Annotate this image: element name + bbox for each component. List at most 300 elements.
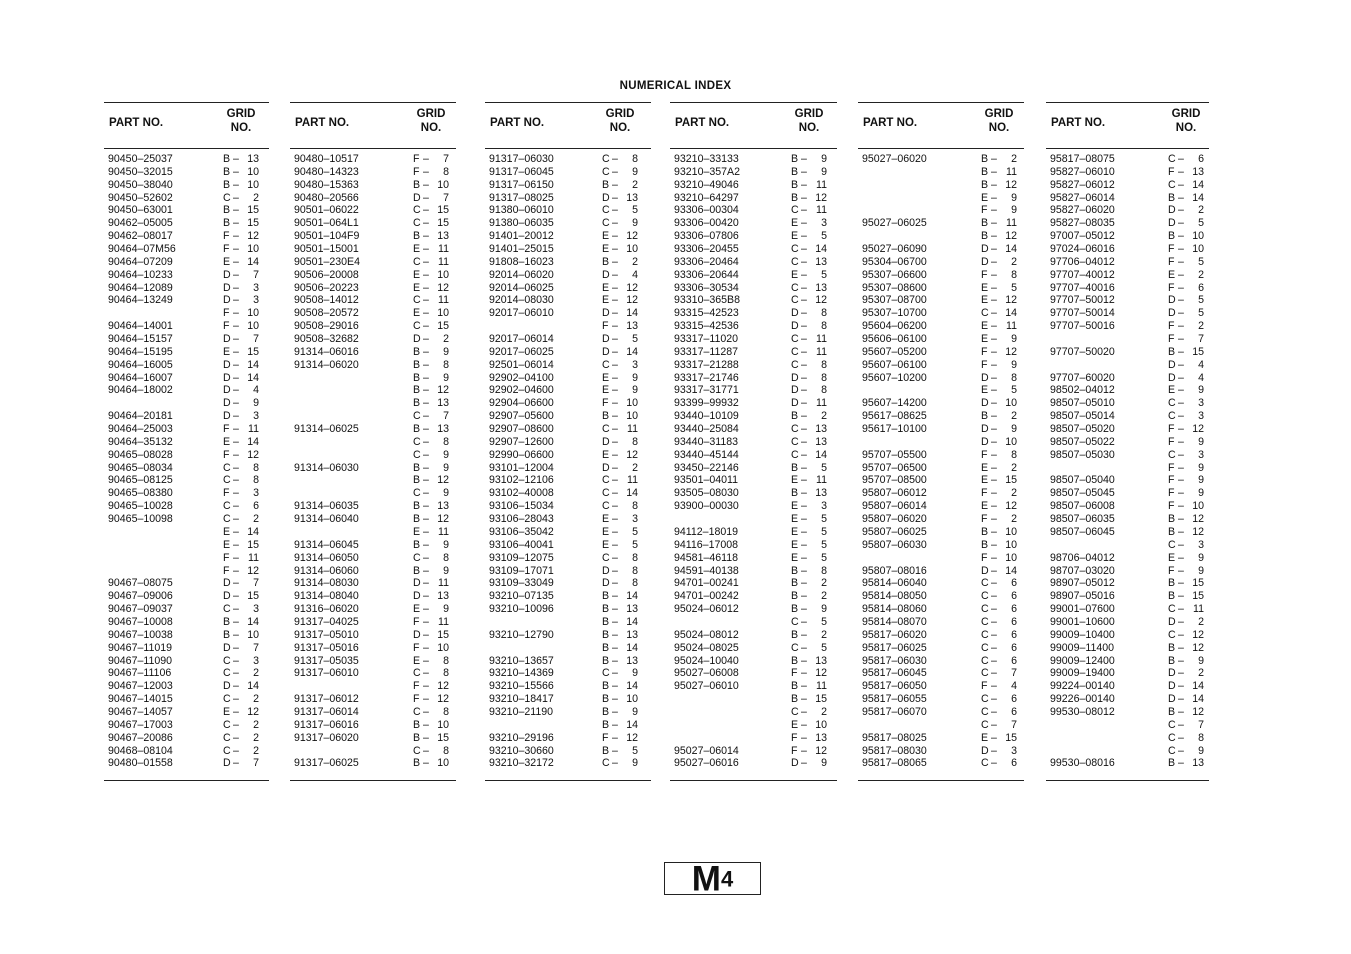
part-number: 91317–06016	[294, 718, 359, 731]
grid-letter: D	[1168, 358, 1176, 371]
grid-letter: F	[1168, 165, 1175, 178]
index-row	[290, 500, 456, 513]
grid-separator: –	[612, 307, 618, 320]
part-number: 95027–06020	[862, 153, 927, 165]
grid-number: 9	[1198, 654, 1204, 667]
grid-number: 11	[816, 680, 827, 693]
part-number: 95817–08030	[862, 744, 927, 757]
grid-number: 6	[1198, 153, 1204, 165]
grid-separator: –	[233, 718, 239, 731]
grid-separator: –	[423, 448, 429, 461]
grid-number: 10	[1005, 525, 1017, 538]
index-row	[670, 590, 837, 603]
grid-number: 13	[1192, 757, 1204, 770]
grid-letter: C	[1168, 410, 1176, 423]
grid-number: 9	[1198, 551, 1204, 564]
column-rows	[1046, 149, 1209, 781]
grid-separator: –	[1178, 178, 1184, 191]
grid-separator: –	[423, 705, 429, 718]
grid-letter: C	[602, 667, 610, 680]
part-number: 95817–06045	[862, 667, 927, 680]
grid-separator: –	[801, 281, 807, 294]
part-number: 91317–06030	[489, 153, 554, 165]
grid-separator: –	[1178, 255, 1184, 268]
index-row	[1046, 513, 1209, 526]
grid-number: 9	[632, 217, 638, 230]
grid-separator: –	[612, 667, 618, 680]
index-row	[1046, 372, 1209, 385]
grid-number: 15	[437, 628, 449, 641]
column-header	[485, 102, 651, 149]
part-number: 92902–04100	[489, 371, 554, 384]
grid-header-line2: NO.	[230, 122, 252, 134]
grid-number: 10	[626, 693, 638, 706]
grid-separator: –	[612, 641, 618, 654]
part-number: 95817–06055	[862, 693, 927, 706]
part-number: 90467–14057	[108, 705, 173, 718]
grid-separator: –	[1178, 718, 1184, 731]
grid-letter: F	[223, 564, 230, 577]
grid-letter: D	[602, 564, 610, 577]
grid-separator: –	[801, 448, 807, 461]
grid-letter: C	[791, 423, 799, 436]
part-number: 90480–20566	[294, 191, 359, 204]
grid-separator: –	[991, 204, 997, 217]
grid-letter: E	[791, 217, 799, 230]
grid-letter: F	[223, 307, 230, 320]
index-row	[290, 603, 456, 616]
index-row	[858, 706, 1024, 719]
grid-separator: –	[233, 551, 239, 564]
index-row	[290, 307, 456, 320]
grid-number: 10	[1192, 243, 1204, 256]
index-row	[1046, 243, 1209, 256]
part-number: 93210–10096	[489, 603, 554, 616]
part-number: 91316–06020	[294, 603, 359, 616]
part-number: 93317–11020	[674, 333, 739, 346]
grid-letter: D	[602, 435, 610, 448]
grid-letter: B	[981, 178, 989, 191]
grid-letter: B	[413, 423, 421, 436]
grid-separator: –	[612, 281, 618, 294]
grid-letter: C	[791, 615, 799, 628]
grid-number: 5	[632, 525, 638, 538]
grid-separator: –	[233, 320, 239, 333]
grid-letter: E	[1168, 384, 1176, 397]
grid-separator: –	[801, 705, 807, 718]
grid-separator: –	[801, 628, 807, 641]
grid-letter: D	[223, 590, 231, 603]
grid-letter: F	[223, 320, 230, 333]
index-row	[104, 423, 269, 436]
grid-separator: –	[612, 603, 618, 616]
grid-letter: D	[791, 371, 799, 384]
grid-letter: F	[413, 153, 420, 165]
grid-letter: D	[223, 333, 231, 346]
part-number: 93306–30534	[674, 281, 739, 294]
grid-number: 10	[626, 397, 638, 410]
section-letter: M	[691, 859, 721, 899]
grid-separator: –	[233, 538, 239, 551]
grid-number: 14	[626, 590, 638, 603]
part-number: 90501–15001	[294, 243, 359, 256]
grid-number: 7	[1011, 667, 1017, 680]
index-row	[104, 192, 269, 205]
index-row	[1046, 629, 1209, 642]
grid-separator: –	[1178, 371, 1184, 384]
index-row	[485, 719, 651, 732]
grid-letter: D	[981, 564, 989, 577]
grid-letter: C	[413, 487, 421, 500]
grid-separator: –	[1178, 165, 1184, 178]
grid-number: 11	[438, 294, 449, 307]
index-row	[290, 642, 456, 655]
part-number: 95827–06012	[1050, 178, 1115, 191]
grid-letter: F	[791, 667, 798, 680]
grid-separator: –	[801, 667, 807, 680]
grid-separator: –	[1178, 744, 1184, 757]
part-number: 95027–06090	[862, 243, 927, 256]
index-row	[670, 616, 837, 629]
index-row	[485, 732, 651, 745]
grid-number: 2	[821, 577, 827, 590]
index-row	[104, 230, 269, 243]
part-number: 95814–06040	[862, 577, 927, 590]
index-row	[1046, 577, 1209, 590]
grid-number: 10	[437, 757, 449, 770]
part-number: 95607–14200	[862, 397, 927, 410]
grid-separator: –	[801, 320, 807, 333]
grid-number: 10	[1005, 551, 1017, 564]
part-number: 93306–20644	[674, 268, 739, 281]
grid-number: 5	[1198, 307, 1204, 320]
grid-number: 15	[247, 345, 259, 358]
grid-number: 11	[816, 204, 827, 217]
index-row	[1046, 706, 1209, 719]
index-column-3	[485, 102, 651, 781]
index-row	[290, 269, 456, 282]
grid-letter: D	[602, 333, 610, 346]
grid-number: 11	[438, 577, 449, 590]
grid-separator: –	[423, 680, 429, 693]
index-row	[670, 192, 837, 205]
index-row	[670, 269, 837, 282]
grid-number: 2	[253, 513, 259, 526]
grid-letter: E	[1168, 268, 1176, 281]
grid-number: 14	[1005, 243, 1017, 256]
grid-separator: –	[612, 513, 618, 526]
grid-number: 14	[626, 345, 638, 358]
grid-separator: –	[612, 654, 618, 667]
grid-letter: F	[1168, 474, 1175, 487]
grid-separator: –	[991, 705, 997, 718]
grid-letter: F	[413, 641, 420, 654]
index-row	[485, 423, 651, 436]
index-row	[485, 603, 651, 616]
index-row	[290, 359, 456, 372]
index-row	[1046, 719, 1209, 732]
grid-number: 12	[815, 667, 827, 680]
part-number: 91317–05035	[294, 654, 359, 667]
grid-separator: –	[423, 320, 429, 333]
grid-letter: D	[223, 294, 231, 307]
index-row	[1046, 423, 1209, 436]
grid-number: 9	[443, 487, 449, 500]
index-row	[858, 192, 1024, 205]
grid-number: 8	[632, 153, 638, 165]
part-number: 94581–46118	[674, 551, 739, 564]
grid-number: 4	[632, 268, 638, 281]
grid-header-line1: GRID	[984, 108, 1014, 120]
index-row	[670, 655, 837, 668]
grid-letter: C	[602, 423, 610, 436]
grid-letter: E	[791, 525, 799, 538]
grid-separator: –	[1178, 603, 1184, 616]
grid-letter: E	[602, 281, 610, 294]
grid-separator: –	[612, 230, 618, 243]
grid-number: 3	[632, 513, 638, 526]
grid-separator: –	[1178, 513, 1184, 526]
grid-number: 12	[1192, 513, 1204, 526]
part-number: 90467–17003	[108, 718, 173, 731]
grid-letter: E	[981, 461, 989, 474]
part-no-header: PART NO.	[863, 117, 918, 129]
grid-letter: F	[981, 358, 988, 371]
part-number: 91380–06035	[489, 217, 554, 230]
grid-separator: –	[801, 165, 807, 178]
grid-number: 5	[1011, 384, 1017, 397]
part-number: 92902–04600	[489, 384, 554, 397]
column-rows	[670, 149, 837, 781]
index-row	[485, 539, 651, 552]
grid-number: 9	[632, 371, 638, 384]
index-row	[104, 642, 269, 655]
part-number: 95817–06050	[862, 680, 927, 693]
grid-separator: –	[233, 693, 239, 706]
part-number: 93210–13657	[489, 654, 554, 667]
part-number: 92014–06025	[489, 281, 554, 294]
grid-separator: –	[612, 500, 618, 513]
grid-letter: E	[981, 281, 989, 294]
index-row	[104, 693, 269, 706]
part-number: 95617–10100	[862, 423, 927, 436]
grid-number: 10	[437, 641, 449, 654]
part-number: 95024–10040	[674, 654, 739, 667]
grid-separator: –	[423, 435, 429, 448]
grid-letter: B	[1168, 641, 1176, 654]
part-number: 95827–06010	[1050, 165, 1115, 178]
index-row	[670, 693, 837, 706]
grid-letter: E	[223, 525, 231, 538]
part-number: 95817–06020	[862, 628, 927, 641]
grid-letter: B	[791, 487, 799, 500]
grid-separator: –	[801, 474, 807, 487]
grid-number: 3	[1011, 744, 1017, 757]
grid-number: 13	[815, 731, 827, 744]
index-row	[670, 256, 837, 269]
part-number: 95707–06500	[862, 461, 927, 474]
part-number: 99530–08012	[1050, 705, 1115, 718]
part-number: 94112–18019	[674, 525, 739, 538]
part-number: 95027–06025	[862, 217, 927, 230]
grid-separator: –	[1178, 204, 1184, 217]
grid-separator: –	[423, 217, 429, 230]
grid-letter: B	[1168, 577, 1176, 590]
grid-separator: –	[1178, 667, 1184, 680]
grid-number: 7	[1011, 718, 1017, 731]
grid-number: 3	[253, 281, 259, 294]
grid-number: 2	[821, 410, 827, 423]
grid-letter: B	[981, 217, 989, 230]
grid-separator: –	[233, 667, 239, 680]
grid-number: 2	[821, 590, 827, 603]
grid-letter: C	[1168, 538, 1176, 551]
index-row	[290, 230, 456, 243]
grid-number: 5	[632, 538, 638, 551]
grid-header-line2: NO.	[420, 122, 442, 134]
index-row	[104, 449, 269, 462]
grid-number: 12	[437, 693, 449, 706]
grid-separator: –	[233, 230, 239, 243]
grid-number: 3	[1198, 397, 1204, 410]
grid-separator: –	[801, 191, 807, 204]
grid-letter: B	[981, 165, 989, 178]
grid-number: 13	[815, 435, 827, 448]
grid-letter: B	[223, 165, 231, 178]
grid-letter: C	[791, 243, 799, 256]
grid-number: 6	[1011, 693, 1017, 706]
grid-number: 12	[626, 731, 638, 744]
grid-letter: B	[791, 680, 799, 693]
grid-letter: C	[791, 358, 799, 371]
grid-letter: F	[602, 320, 609, 333]
grid-separator: –	[423, 461, 429, 474]
part-number: 90464–25003	[108, 423, 173, 436]
grid-number: 2	[821, 705, 827, 718]
column-header	[1046, 102, 1209, 149]
index-row	[858, 462, 1024, 475]
grid-letter: D	[1168, 667, 1176, 680]
grid-letter: E	[791, 551, 799, 564]
grid-number: 14	[247, 255, 259, 268]
index-row	[670, 732, 837, 745]
grid-letter: B	[223, 217, 231, 230]
part-number: 90450–25037	[108, 153, 173, 165]
index-row	[290, 474, 456, 487]
index-row	[290, 372, 456, 385]
part-number: 90462–08017	[108, 230, 173, 243]
grid-number: 5	[821, 268, 827, 281]
index-row	[485, 217, 651, 230]
grid-separator: –	[1178, 397, 1184, 410]
grid-letter: C	[981, 628, 989, 641]
grid-number: 3	[821, 217, 827, 230]
grid-separator: –	[991, 333, 997, 346]
grid-number: 10	[247, 628, 259, 641]
grid-letter: F	[223, 230, 230, 243]
grid-separator: –	[233, 294, 239, 307]
index-row	[485, 629, 651, 642]
grid-number: 9	[443, 564, 449, 577]
grid-separator: –	[612, 345, 618, 358]
grid-letter: E	[602, 371, 610, 384]
grid-number: 14	[1005, 307, 1017, 320]
grid-number: 9	[443, 371, 449, 384]
grid-letter: B	[413, 731, 421, 744]
grid-letter: D	[1168, 680, 1176, 693]
grid-separator: –	[991, 410, 997, 423]
part-number: 95807–06030	[862, 538, 927, 551]
part-number: 91314–08040	[294, 590, 359, 603]
index-row	[104, 757, 269, 770]
index-row	[858, 667, 1024, 680]
grid-number: 10	[437, 268, 449, 281]
grid-letter: D	[1168, 217, 1176, 230]
index-row	[104, 577, 269, 590]
part-number: 98507–05040	[1050, 474, 1115, 487]
grid-letter: B	[413, 230, 421, 243]
grid-separator: –	[612, 577, 618, 590]
grid-separator: –	[423, 474, 429, 487]
grid-separator: –	[612, 320, 618, 333]
index-row	[290, 757, 456, 770]
index-row	[858, 693, 1024, 706]
part-number: 95807–08016	[862, 564, 927, 577]
index-row	[290, 423, 456, 436]
part-number: 95027–06016	[674, 757, 739, 770]
grid-separator: –	[233, 603, 239, 616]
grid-number: 12	[437, 281, 449, 294]
index-row	[670, 410, 837, 423]
grid-separator: –	[233, 191, 239, 204]
grid-letter: D	[223, 358, 231, 371]
grid-number: 10	[247, 165, 259, 178]
index-row	[858, 320, 1024, 333]
part-number: 90467–12003	[108, 680, 173, 693]
grid-letter: C	[223, 744, 231, 757]
index-row	[290, 333, 456, 346]
index-row	[1046, 693, 1209, 706]
grid-number: 14	[247, 680, 259, 693]
grid-letter: C	[413, 667, 421, 680]
part-number: 98507–05010	[1050, 397, 1115, 410]
grid-number: 13	[437, 500, 449, 513]
index-row	[670, 179, 837, 192]
grid-number: 14	[1192, 693, 1204, 706]
grid-letter: E	[981, 731, 989, 744]
grid-separator: –	[801, 230, 807, 243]
index-column-1	[104, 102, 269, 781]
part-number: 90480–10517	[294, 153, 359, 165]
grid-separator: –	[612, 628, 618, 641]
grid-separator: –	[233, 474, 239, 487]
grid-number: 14	[626, 307, 638, 320]
index-row	[670, 513, 837, 526]
grid-number: 13	[437, 423, 449, 436]
grid-letter: C	[223, 474, 231, 487]
grid-letter: E	[791, 538, 799, 551]
index-row	[485, 410, 651, 423]
part-number: 90464–18002	[108, 384, 173, 397]
grid-separator: –	[233, 371, 239, 384]
grid-number: 14	[626, 718, 638, 731]
grid-number: 9	[632, 705, 638, 718]
index-row	[290, 256, 456, 269]
index-row	[1046, 565, 1209, 578]
part-number: 97706–04012	[1050, 255, 1115, 268]
part-number: 91317–06010	[294, 667, 359, 680]
grid-letter: D	[602, 191, 610, 204]
